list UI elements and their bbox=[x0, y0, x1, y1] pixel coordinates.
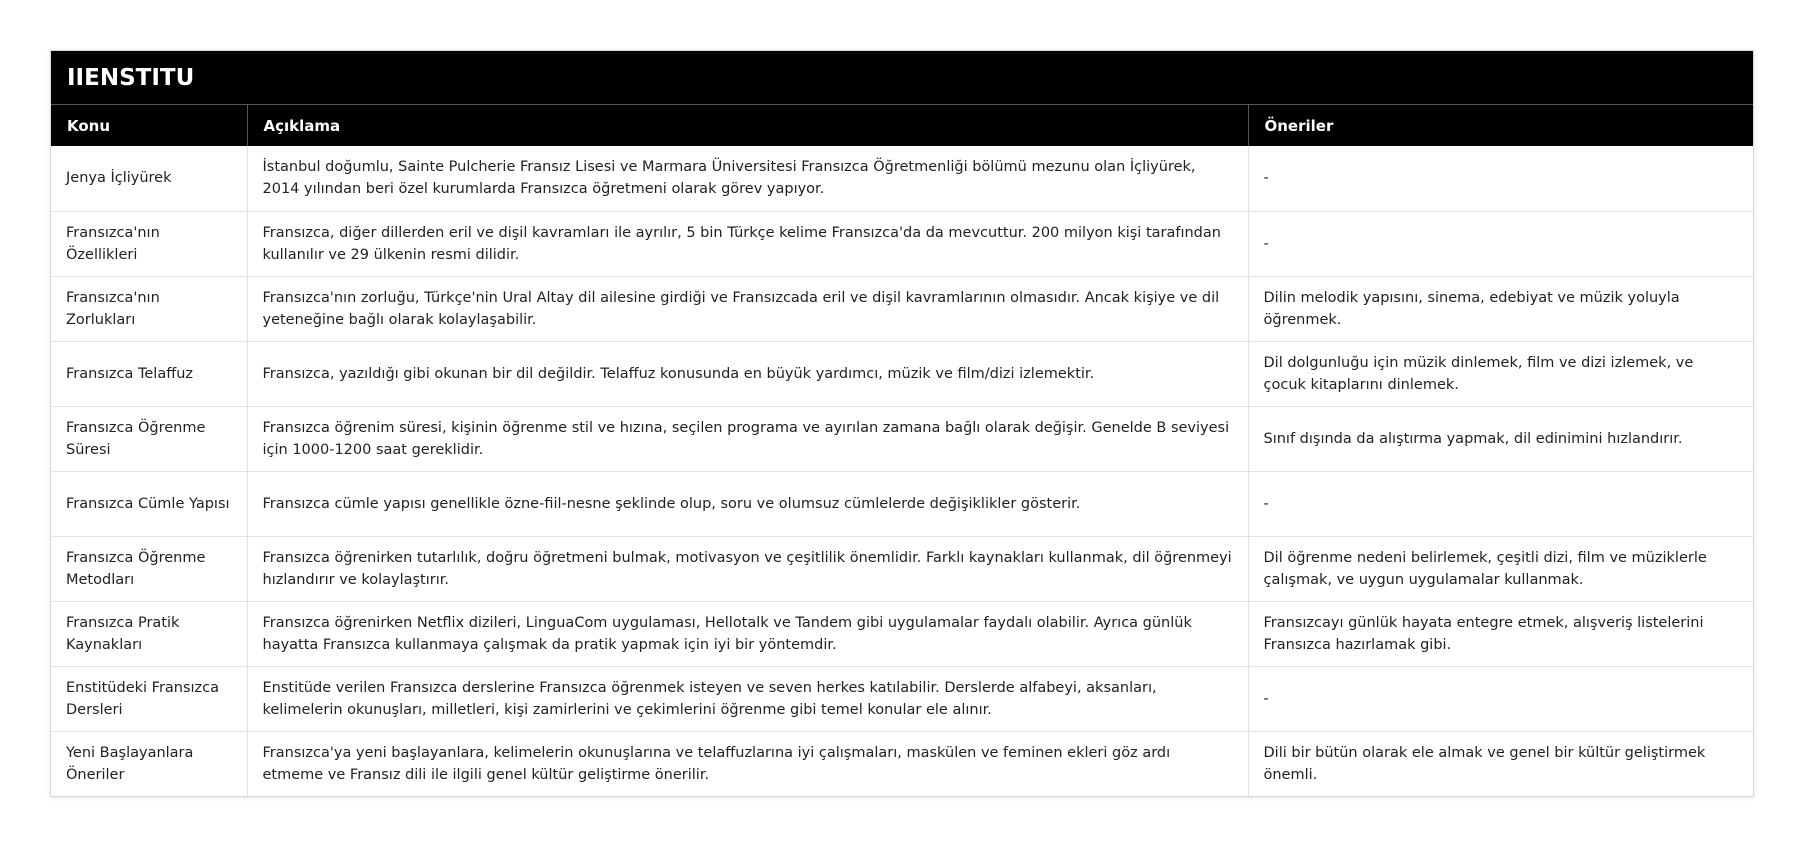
description-cell: Fransızca öğrenirken tutarlılık, doğru öğretmeni bulmak, motivasyon ve çeşitlilik önemlidir. Farklı kaynakları kullanmak, dil öğrenmeyi hızlandırır ve kolaylaştırır. bbox=[247, 536, 1248, 601]
suggestion-cell: Sınıf dışında da alıştırma yapmak, dil edinimini hızlandırır. bbox=[1248, 406, 1753, 471]
topic-cell: Jenya İçliyürek bbox=[51, 146, 247, 211]
table-row bbox=[51, 731, 1753, 796]
description-cell: Fransızca'ya yeni başlayanlara, kelimelerin okunuşlarına ve telaffuzlarına iyi çalışmaları, maskülen ve feminen ekleri göz ardı etmeme ve Fransız dili ile ilgili genel kültür geliştirme önerilir. bbox=[247, 731, 1248, 796]
description-cell: Fransızca'nın zorluğu, Türkçe'nin Ural Altay dil ailesine girdiği ve Fransızcada eril ve dişil kavramlarının olmasıdır. Ancak kişiye ve dil yeteneğine bağlı olarak kolaylaşabilir. bbox=[247, 276, 1248, 341]
topic-cell: Fransızca'nın Özellikleri bbox=[51, 211, 247, 276]
table-row bbox=[51, 666, 1753, 731]
table-row bbox=[51, 601, 1753, 666]
table-row bbox=[51, 406, 1753, 471]
description-cell: İstanbul doğumlu, Sainte Pulcherie Fransız Lisesi ve Marmara Üniversitesi Fransızca Öğretmenliği bölümü mezunu olan İçliyürek, 2014 yılından beri özel kurumlarda Fransızca öğretmeni olarak görev yapıyor. bbox=[247, 146, 1248, 211]
suggestion-cell: Dil öğrenme nedeni belirlemek, çeşitli dizi, film ve müziklerle çalışmak, ve uygun uygulamalar kullanmak. bbox=[1248, 536, 1753, 601]
description-cell: Fransızca, yazıldığı gibi okunan bir dil değildir. Telaffuz konusunda en büyük yardımcı, müzik ve film/dizi izlemektir. bbox=[247, 341, 1248, 406]
topic-cell: Fransızca Öğrenme Metodları bbox=[51, 536, 247, 601]
table-title: IIENSTITU bbox=[51, 51, 1753, 105]
topic-cell: Fransızca'nın Zorlukları bbox=[51, 276, 247, 341]
table-row bbox=[51, 471, 1753, 536]
table-row bbox=[51, 146, 1753, 211]
header-cell-description: Açıklama bbox=[247, 105, 1248, 146]
table-row bbox=[51, 276, 1753, 341]
suggestion-cell: Dil dolgunluğu için müzik dinlemek, film ve dizi izlemek, ve çocuk kitaplarını dinlemek. bbox=[1248, 341, 1753, 406]
description-cell: Fransızca, diğer dillerden eril ve dişil kavramları ile ayrılır, 5 bin Türkçe kelime Fransızca'da da mevcuttur. 200 milyon kişi tarafından kullanılır ve 29 ülkenin resmi dilidir. bbox=[247, 211, 1248, 276]
topic-cell: Fransızca Öğrenme Süresi bbox=[51, 406, 247, 471]
description-cell: Fransızca cümle yapısı genellikle özne-fiil-nesne şeklinde olup, soru ve olumsuz cümlelerde değişiklikler gösterir. bbox=[247, 471, 1248, 536]
suggestion-cell: Fransızcayı günlük hayata entegre etmek, alışveriş listelerini Fransızca hazırlamak gibi. bbox=[1248, 601, 1753, 666]
header-cell-suggestions: Öneriler bbox=[1248, 105, 1753, 146]
suggestion-cell: - bbox=[1248, 211, 1753, 276]
description-cell: Enstitüde verilen Fransızca derslerine Fransızca öğrenmek isteyen ve seven herkes katılabilir. Derslerde alfabeyi, aksanları, kelimelerin okunuşları, milletleri, kişi zamirlerini ve çekimlerini öğrenme gibi temel konular ele alınır. bbox=[247, 666, 1248, 731]
suggestion-cell: - bbox=[1248, 471, 1753, 536]
topic-cell: Yeni Başlayanlara Öneriler bbox=[51, 731, 247, 796]
suggestion-cell: Dili bir bütün olarak ele almak ve genel bir kültür geliştirmek önemli. bbox=[1263, 744, 1706, 783]
topic-cell: Fransızca Cümle Yapısı bbox=[51, 471, 247, 536]
table-row bbox=[51, 341, 1753, 406]
suggestion-cell: - bbox=[1248, 146, 1753, 211]
description-cell: Fransızca öğrenim süresi, kişinin öğrenme stil ve hızına, seçilen programa ve ayırılan zamana bağlı olarak değişir. Genelde B seviyesi için 1000-1200 saat gereklidir. bbox=[247, 406, 1248, 471]
header-cell-topic: Konu bbox=[51, 105, 247, 146]
description-cell: Fransızca öğrenirken Netflix dizileri, LinguaCom uygulaması, Hellotalk ve Tandem gibi uygulamalar faydalı olabilir. Ayrıca günlük hayatta Fransızca kullanmaya çalışmak da pratik yapmak için iyi bir yöntemdir. bbox=[247, 601, 1248, 666]
header-row bbox=[51, 105, 1753, 146]
data-table-card bbox=[50, 50, 1754, 797]
suggestion-cell: Dilin melodik yapısını, sinema, edebiyat ve müzik yoluyla öğrenmek. bbox=[1248, 276, 1753, 341]
topic-cell: Fransızca Pratik Kaynakları bbox=[51, 601, 247, 666]
data-table bbox=[51, 105, 1753, 796]
table-row bbox=[51, 536, 1753, 601]
table-row bbox=[51, 211, 1753, 276]
topic-cell: Fransızca Telaffuz bbox=[51, 341, 247, 406]
topic-cell: Enstitüdeki Fransızca Dersleri bbox=[51, 666, 247, 731]
suggestion-cell: - bbox=[1248, 666, 1753, 731]
